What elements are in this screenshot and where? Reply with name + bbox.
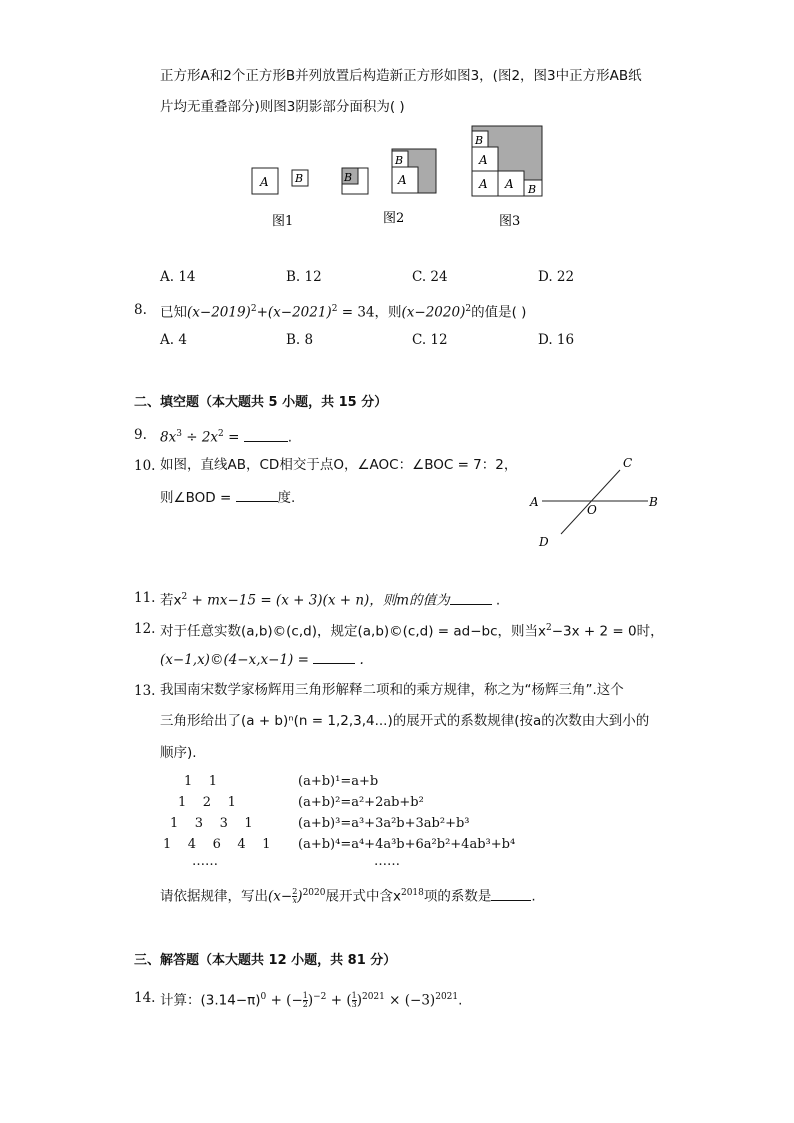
q8-number: 8.: [134, 302, 147, 318]
q8-stem: 已知$(x-2019)^2+(x-2021)^2 = 34$，则$(x-2020)^2$的值是( ): [160, 304, 527, 321]
fig3-label-b2: B: [528, 183, 537, 196]
q12-line1: 对于任意实数(a,b)©(c,d)，规定(a,b)©(c,d) = ad−bc，则当$x^2-3x + 2 = 0$时，: [160, 623, 664, 640]
triangle-row-2: 1 2 1: [178, 795, 236, 810]
fig2a-label-b: B: [344, 171, 353, 184]
triangle-ellipsis: ……: [192, 854, 218, 869]
q14-fraction-2: $\frac{1}{3}$: [351, 991, 357, 1009]
expansion-ellipsis: ……: [374, 854, 400, 869]
fig3-label-a1: A: [479, 153, 488, 167]
fig1-label-b: B: [295, 172, 304, 185]
q13-fraction: $\frac{2}{x}$: [292, 887, 298, 905]
figure-3: [472, 126, 542, 196]
q9-answer-blank[interactable]: [244, 427, 288, 442]
q12-answer-blank[interactable]: [313, 649, 355, 664]
triangle-row-4: 1 4 6 4 1: [163, 837, 271, 852]
expansion-row-4: (a+b)⁴=a⁴+4a³b+6a²b²+4ab³+b⁴: [298, 837, 516, 852]
point-a-label: A: [530, 495, 539, 509]
q9-stem: $8x^3 \div 2x^2$ = .: [160, 424, 292, 448]
q14-number: 14.: [134, 990, 156, 1006]
q13-number: 13.: [134, 683, 156, 699]
point-b-label: B: [649, 495, 658, 509]
q12-number: 12.: [134, 621, 156, 637]
q10-line1: 如图，直线AB，CD相交于点O，∠AOC：∠BOC = 7：2，: [160, 457, 518, 473]
triangle-row-3: 1 3 3 1: [170, 816, 253, 831]
fig3-label-a3: A: [505, 177, 514, 191]
q11-stem: 若$x^2 + mx-15 = (x + 3)(x + n)$，则m的值为 .: [160, 587, 500, 611]
triangle-row-1: 1 1: [184, 774, 218, 789]
fig2b-label-b: B: [395, 154, 404, 167]
fig3-label-b1: B: [475, 134, 484, 147]
point-o-label: O: [587, 503, 597, 517]
q8-option-c: C. 12: [412, 332, 448, 348]
q13-line1: 我国南宋数学家杨辉用三角形解释二项和的乘方规律，称之为“杨辉三角”.这个: [160, 682, 624, 698]
q8-option-d: D. 16: [538, 332, 575, 348]
q9-number: 9.: [134, 427, 147, 443]
q14-stem: 计算：$(3.14-\pi)^0$ + (− $\frac{1}{2}$ )$^{-2}$ + ( $\frac{1}{3}$ )$^{2021} \times (-3)^{2021}$.: [160, 991, 463, 1009]
fig3-caption: 图3: [499, 214, 521, 229]
section-2-title: 二、填空题（本大题共 5 小题，共 15 分）: [134, 395, 388, 410]
q7-option-d: D. 22: [538, 269, 575, 285]
q7-option-a: A. 14: [160, 269, 196, 285]
q7-figures: [240, 120, 560, 235]
q10-line2: 则∠BOD = 度.: [160, 487, 295, 508]
q8-option-a: A. 4: [160, 332, 187, 348]
q11-answer-blank[interactable]: [450, 590, 492, 605]
q10-figure: [525, 452, 665, 552]
q13-question: 请依据规律，写出(x− $\frac{2}{x}$ )$^{2020}$展开式中含$x^{2018}$项的系数是 .: [160, 887, 536, 905]
point-c-label: C: [623, 456, 633, 470]
expansion-row-1: (a+b)¹=a+b: [298, 774, 379, 789]
q10-number: 10.: [134, 458, 156, 474]
expansion-row-3: (a+b)³=a³+3a²b+3ab²+b³: [298, 816, 470, 831]
fig1-caption: 图1: [272, 214, 294, 229]
q14-fraction-1: $\frac{1}{2}$: [302, 991, 308, 1009]
q13-line2: 三角形给出了(a + b)ⁿ(n = 1,2,3,4...)的展开式的系数规律(按a的次数由大到小的: [160, 713, 650, 729]
q7-line2: 片均无重叠部分)则图3阴影部分面积为( ): [160, 99, 405, 115]
expansion-row-2: (a+b)²=a²+2ab+b²: [298, 795, 424, 810]
q7-option-c: C. 24: [412, 269, 448, 285]
q13-answer-blank[interactable]: [491, 886, 531, 901]
q8-option-b: B. 8: [286, 332, 314, 348]
q10-answer-blank[interactable]: [236, 487, 278, 502]
q12-line2: (x−1,x)©(4−x,x−1) = .: [160, 649, 364, 670]
q11-number: 11.: [134, 590, 156, 606]
fig2-caption: 图2: [383, 211, 405, 226]
q13-line3: 顺序).: [160, 745, 197, 761]
figure-2-right: [392, 149, 436, 193]
point-d-label: D: [539, 535, 549, 549]
q7-line1: 正方形A和2个正方形B并列放置后构造新正方形如图3，(图2，图3中正方形AB纸: [160, 68, 642, 84]
q7-option-b: B. 12: [286, 269, 322, 285]
fig2b-label-a: A: [398, 173, 407, 187]
section-3-title: 三、解答题（本大题共 12 小题，共 81 分）: [134, 953, 397, 968]
fig3-label-a2: A: [479, 177, 488, 191]
fig1-label-a: A: [260, 175, 269, 189]
figure-2-left: [342, 168, 368, 194]
figure-1: [252, 168, 308, 194]
